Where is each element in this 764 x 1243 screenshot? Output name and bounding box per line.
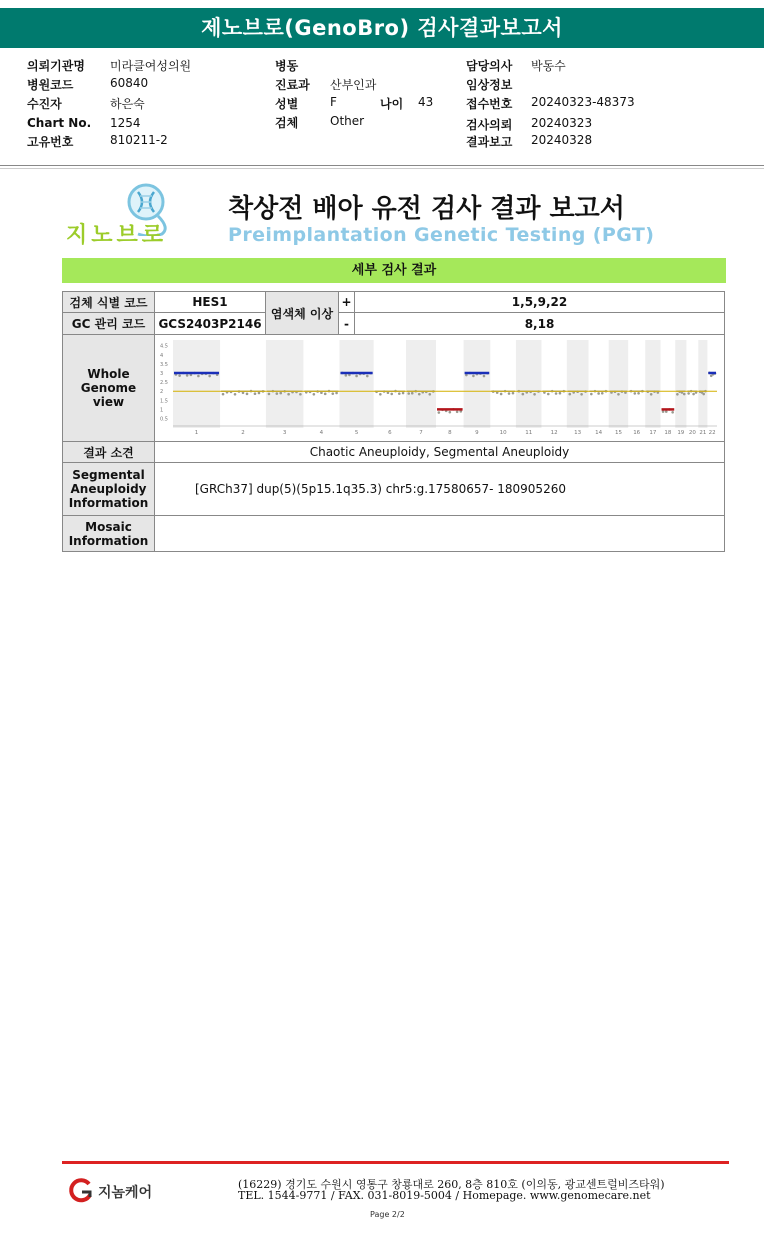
chrom-band-3 [266,340,303,428]
bin-point-3 [276,392,279,395]
bin-point-10 [512,392,515,395]
header-divider-2 [0,168,764,169]
y-tick-label: 4 [160,352,164,359]
specimen-id-label: 검체 식별 코드 [62,291,155,313]
chart-no-label: Chart No. [27,116,92,130]
specimen-label: 검체 [275,116,299,130]
y-tick-label: 0.5 [160,416,168,423]
bin-point-4 [331,392,334,395]
gc-code-value: GCS2403P2146 [154,312,266,335]
report-title: 착상전 배아 유전 검사 결과 보고서 [228,194,625,224]
bin-point-6 [390,393,393,396]
bin-point-9 [483,375,486,378]
genomecare-logo-icon [68,1178,94,1204]
department-value: 산부인과 [330,78,377,92]
report-subtitle: Preimplantation Genetic Testing (PGT) [228,224,655,246]
gc-code-label: GC 관리 코드 [62,312,155,335]
footer-address: (16229) 경기도 수원시 영통구 창룡대로 260, 8층 810호 (이의동, 광교센트럴비즈타워) [238,1178,665,1191]
bin-point-1 [186,374,189,377]
bin-point-6 [379,393,382,396]
bin-point-8 [449,411,452,414]
section-title: 세부 검사 결과 [62,258,726,283]
x-tick-label: 15 [614,430,622,436]
sex-value: F [330,95,337,109]
bin-point-6 [402,392,405,395]
x-tick-label: 13 [574,430,582,436]
bin-point-2 [246,393,249,396]
report-date-label: 결과보고 [466,135,513,149]
chrom-band-21 [698,340,707,428]
chart-no-value: 1254 [110,116,141,130]
bin-point-2 [234,393,237,396]
y-tick-label: 3.5 [160,361,168,368]
accession-no-label: 접수번호 [466,97,513,111]
unique-no-label: 고유번호 [27,135,74,149]
genomecare-logo-text: 지놈케어 [98,1185,153,1201]
loss-chromosomes: 8,18 [354,312,725,335]
clinical-info-label: 임상정보 [466,78,513,92]
bin-point-3 [279,392,282,395]
bin-point-2 [254,392,257,395]
x-tick-label: 7 [419,430,423,436]
x-tick-label: 16 [633,430,641,436]
institution-label: 의뢰기관명 [27,59,85,73]
bin-point-21 [702,393,705,396]
x-tick-label: 17 [649,430,657,436]
y-tick-label: 1.5 [160,398,168,405]
footer-contact: TEL. 1544-9771 / FAX. 031-8019-5004 / Homepage. www.genomecare.net [238,1189,651,1202]
chrom-band-5 [339,340,373,428]
x-tick-label: 3 [282,430,287,436]
mosaic-value [154,515,725,552]
bin-point-20 [687,392,690,395]
bin-point-10 [508,392,511,395]
bin-point-5 [366,375,369,378]
institution-value: 미라클여성의원 [110,59,192,73]
header-divider [0,165,764,166]
x-tick-label: 11 [525,430,533,436]
chrom-band-13 [567,340,589,428]
bin-point-1 [178,374,181,377]
bin-point-4 [324,393,327,396]
x-tick-label: 14 [595,430,603,436]
y-tick-label: 2 [160,389,164,396]
request-date-value: 20240323 [531,116,593,130]
footer-rule [62,1161,729,1164]
bin-point-5 [345,374,348,377]
chrom-band-19 [675,340,686,428]
loss-sign: - [338,312,355,335]
bin-point-13 [568,393,571,396]
bin-point-2 [222,393,225,396]
bin-point-6 [398,392,401,395]
bin-point-15 [617,393,620,396]
bin-point-12 [555,392,558,395]
bin-point-19 [683,393,686,396]
bin-point-5 [355,375,358,378]
gain-sign: + [338,291,355,313]
x-tick-label: 21 [699,430,707,436]
bin-point-19 [676,393,679,396]
bin-point-11 [533,393,536,396]
bin-point-7 [418,393,421,396]
ward-label: 병동 [275,59,299,73]
bin-point-11 [522,393,525,396]
bin-point-1 [208,375,211,378]
sex-label: 성별 [275,97,299,111]
y-tick-label: 1 [160,407,164,414]
patient-value: 하은숙 [110,97,145,111]
age-label: 나이 [380,97,404,111]
y-tick-label: 4.5 [160,343,168,350]
x-tick-label: 12 [550,430,558,436]
x-tick-label: 1 [194,430,199,436]
bin-point-17 [650,393,653,396]
bin-point-12 [547,393,550,396]
finding-label: 결과 소견 [62,441,155,463]
bin-point-12 [559,392,562,395]
x-tick-label: 10 [499,430,507,436]
chrom-band-9 [464,340,491,428]
finding-value: Chaotic Aneuploidy, Segmental Aneuploidy [154,441,725,463]
bin-point-7 [407,392,410,395]
bin-point-7 [411,392,414,395]
specimen-value: Other [330,114,365,128]
bin-point-2 [258,392,261,395]
x-tick-label: 5 [354,430,359,436]
request-date-label: 검사의뢰 [466,118,513,132]
y-tick-label: 2.5 [160,380,168,387]
bin-point-4 [313,393,316,396]
bin-point-10 [500,393,503,396]
page-number: Page 2/2 [370,1210,405,1219]
bin-point-3 [299,393,302,396]
bin-point-14 [590,393,593,396]
bin-point-13 [580,393,583,396]
bin-point-18 [671,411,674,414]
x-tick-label: 8 [448,430,452,436]
bin-point-1 [197,375,200,378]
bin-point-16 [634,392,637,395]
x-tick-label: 4 [319,430,324,436]
x-tick-label: 20 [688,430,696,436]
specimen-id-value: HES1 [154,291,266,313]
x-tick-label: 9 [475,430,479,436]
chrom-band-11 [516,340,542,428]
x-tick-label: 22 [708,430,716,436]
doctor-label: 담당의사 [466,59,513,73]
gain-chromosomes: 1,5,9,22 [354,291,725,313]
chrom-band-7 [406,340,436,428]
report-date-value: 20240328 [531,133,593,147]
whole-genome-chart [157,336,723,440]
doctor-value: 박동수 [531,59,566,73]
segmental-value: [GRCh37] dup(5)(5p15.1q35.3) chr5:g.17580657- 180905260 [154,462,725,516]
segmental-label: Segmental Aneuploidy Information [62,462,155,516]
bin-point-7 [428,393,431,396]
hospital-code-label: 병원코드 [27,78,74,92]
bin-point-8 [456,411,459,414]
bin-point-3 [287,393,290,396]
unique-no-value: 810211-2 [110,133,168,147]
accession-no-value: 20240323-48373 [531,95,635,109]
patient-label: 수진자 [27,97,62,111]
bin-point-14 [597,392,600,395]
hospital-code-value: 60840 [110,76,149,90]
bin-point-3 [268,393,271,396]
x-tick-label: 2 [241,430,245,436]
chrom-band-1 [173,340,220,428]
genobro-logo-text: 지노브로 [66,223,168,248]
chrom-band-17 [645,340,660,428]
whole-genome-label: Whole Genome view [62,334,155,442]
bin-point-20 [692,393,695,396]
x-tick-label: 18 [664,430,672,436]
chrom-band-15 [609,340,628,428]
y-tick-label: 3 [160,370,164,377]
bin-point-9 [472,375,475,378]
x-tick-label: 6 [388,430,392,436]
bin-point-16 [637,392,640,395]
age-value: 43 [418,95,434,109]
mosaic-label: Mosaic Information [62,515,155,552]
department-label: 진료과 [275,78,310,92]
bin-point-4 [335,392,338,395]
bin-point-8 [438,411,441,414]
bin-point-14 [601,392,604,395]
report-header-title: 제노브로(GenoBro) 검사결과보고서 [0,8,764,48]
x-tick-label: 19 [677,430,685,436]
abnormality-label: 염색체 이상 [265,291,339,335]
